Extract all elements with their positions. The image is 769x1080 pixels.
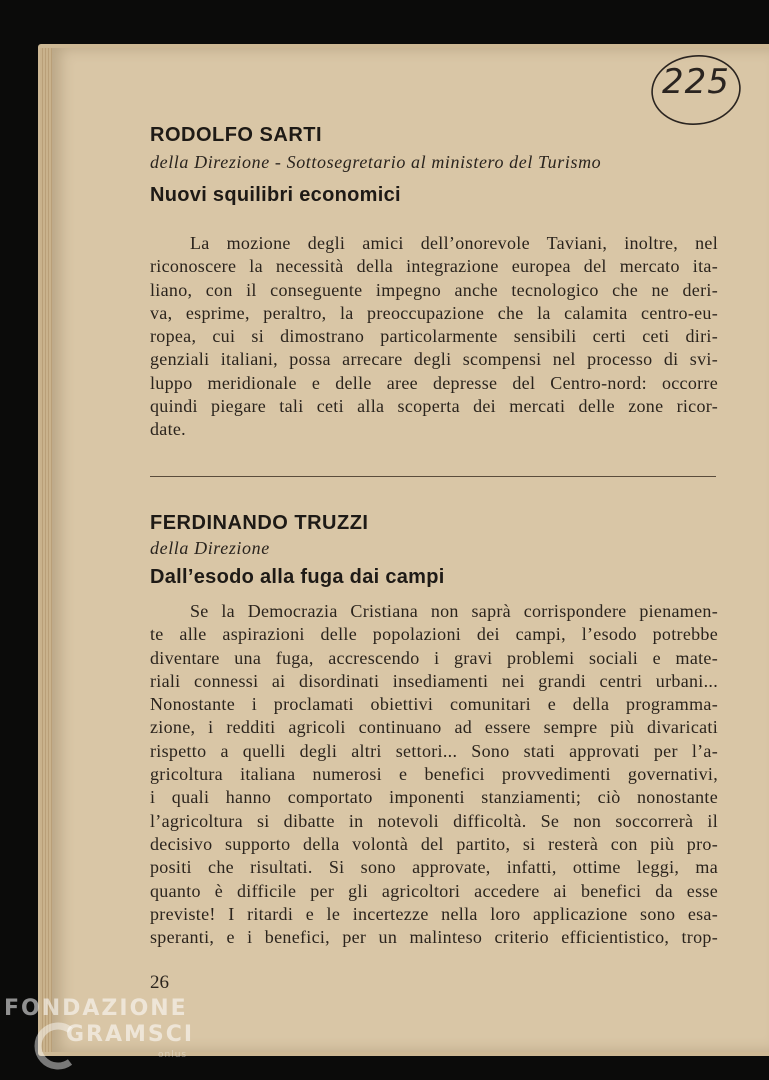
section2-line-2: te alle aspirazioni delle popolazioni dei campi, l’esodo potrebbe (150, 624, 718, 645)
section2-line-7: rispetto a quelli degli altri settori... Sono stati approvati per l’a- (150, 740, 718, 761)
section1-line-9: date. (150, 419, 186, 440)
folio-text: 225 (662, 62, 730, 102)
section2-role: della Direzione (150, 538, 270, 558)
section1-line-6: genziali italiani, possa arrecare degli scompensi nel processo di svi- (150, 349, 718, 370)
section2-line-15: speranti, e i benefici, per un malinteso criterio efficientistico, trop- (150, 927, 718, 948)
section2-line-6: zione, i redditi agricoli continuano ad essere sempre più divaricati (150, 717, 718, 738)
section1-line-5: ropea, cui si dimostrano particolarmente sensibili certi ceti diri- (150, 326, 718, 347)
section2-author: FERDINANDO TRUZZI (150, 512, 369, 534)
watermark-line2: GRAMSCI (66, 1022, 195, 1047)
page-number: 26 (150, 972, 169, 993)
section2-line-11: decisivo supporto della volontà del partito, si resterà con più pro- (150, 833, 718, 854)
section2-line-9: i quali hanno comportato imponenti stanziamenti; ciò nonostante (150, 787, 718, 808)
section2-line-4: riali connessi ai disordinati insediamenti nei grandi centri urbani... (150, 670, 718, 691)
section1-headline: Nuovi squilibri economici (150, 184, 401, 206)
section2-line-12: positi che risultati. Si sono approvate, infatti, ottime leggi, ma (150, 857, 718, 878)
section2-line-14: previste! I ritardi e le incertezze nella loro applicazione sono esa- (150, 903, 718, 924)
section2-line-8: gricoltura italiana numerosi e benefici provvedimenti governativi, (150, 764, 718, 785)
section2-line-5: Nonostante i proclamati obiettivi comunitari e della programma- (150, 694, 718, 715)
watermark (4, 996, 195, 1060)
section2-line-1: Se la Democrazia Cristiana non saprà corrispondere pienamen- (190, 601, 718, 621)
section1-line-8: quindi piegare tali ceti alla scoperta dei mercati delle zone ricor- (150, 396, 718, 417)
section1-line-1: La mozione degli amici dell’onorevole Taviani, inoltre, nel (190, 233, 718, 253)
section1-author: RODOLFO SARTI (150, 124, 323, 146)
section2-line-3: diventare una fuga, accrescendo i gravi problemi sociali e mate- (150, 647, 718, 668)
watermark-line3: onlus (158, 1050, 188, 1060)
section1-body (150, 232, 718, 442)
watermark-line1: FONDAZIONE (4, 996, 188, 1021)
archive-folio-number (648, 52, 742, 126)
section2-headline: Dall’esodo alla fuga dai campi (150, 566, 445, 588)
section1-line-2: riconoscere la necessità della integrazione europea del mercato ita- (150, 256, 718, 277)
section2-line-10: l’agricoltura si dibatte in notevoli difficoltà. Se non soccorrerà il (150, 810, 718, 831)
section2-line-13: quanto è difficile per gli agricoltori accedere ai benefici da esse (150, 880, 718, 901)
section1-role: della Direzione - Sottosegretario al ministero del Turismo (150, 152, 602, 172)
section-divider (150, 476, 716, 477)
section1-line-4: va, esprime, peraltro, la preoccupazione che la calamita centro-eu- (150, 302, 718, 323)
section2-body (150, 600, 718, 949)
section1-line-7: luppo meridionale e delle aree depresse del Centro-nord: occorre (150, 372, 718, 393)
section1-line-3: liano, con il conseguente impegno anche tecnologico che ne deri- (150, 279, 718, 300)
